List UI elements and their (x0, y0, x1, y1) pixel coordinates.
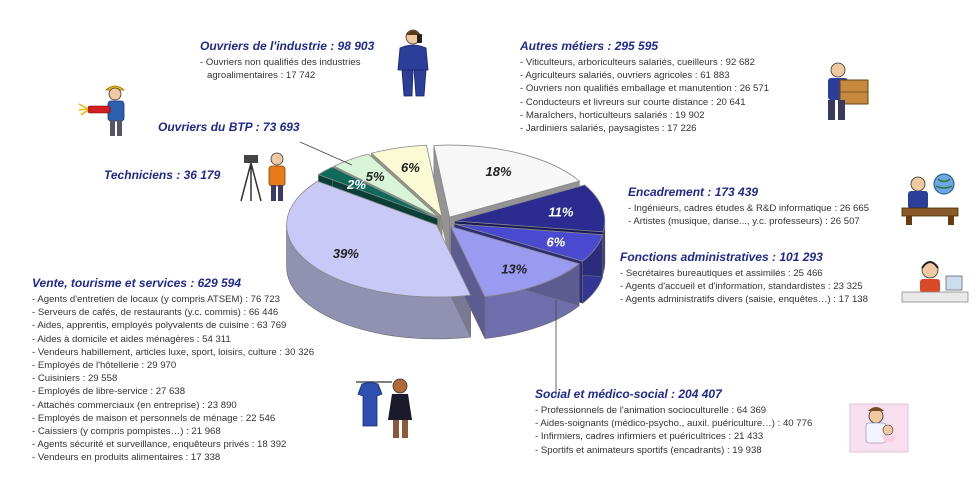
list-item: - Jardiniers salariés, paysagistes : 17 226 (520, 123, 697, 135)
legend-encadrement (628, 185, 869, 228)
nurse-with-baby-icon (848, 402, 910, 454)
slice-label-6: 5% (365, 168, 385, 184)
legend-social-title: Social et médico-social : 204 407 (535, 387, 722, 401)
legend-encadrement-items (628, 202, 869, 228)
legend-autres-title: Autres métiers : 295 595 (520, 39, 659, 53)
mover-carrying-box-icon (810, 60, 874, 122)
manager-at-desk-globe-icon (898, 170, 962, 226)
list-item: - Aides, apprentis, employés polyvalents de cuisine : 63 769 (32, 320, 287, 332)
list-item: - Cuisiniers : 29 558 (32, 373, 118, 385)
list-item: - Aides-soignants (médico-psycho., auxil. puériculture…) : 40 776 (535, 418, 813, 430)
list-item: - Ingénieurs, cadres études & R&D informatique : 26 665 (628, 203, 870, 214)
legend-admin (620, 250, 868, 307)
legend-admin-title: Fonctions administratives : 101 293 (620, 250, 823, 264)
list-item: - Agents administratifs divers (saisie, enquêtes…) : 17 138 (620, 294, 868, 306)
slice-label-4: 39% (332, 246, 359, 262)
legend-autres-items (520, 56, 769, 135)
list-item: - Ouvriers non qualifiés emballage et manutention : 26 571 (520, 83, 770, 95)
list-item: - Artistes (musique, danse..., y.c. professeurs) : 26 507 (628, 216, 860, 228)
legend-social-items (535, 404, 812, 457)
list-item: - Agents d'accueil et d'information, standardistes : 23 325 (620, 281, 863, 293)
slice-label-2: 6% (546, 234, 566, 250)
list-item: - Sportifs et animateurs sportifs (encadrants) : 19 938 (535, 444, 762, 456)
list-item: agroalimentaires : 17 742 (207, 70, 316, 82)
legend-vente-items (32, 293, 314, 465)
list-item: - Agents sécurité et surveillance, enquêteurs privés : 18 392 (32, 439, 287, 451)
slice-label-1: 11% (548, 204, 574, 220)
leader-line-0 (300, 142, 352, 165)
legend-techniciens-title: Techniciens : 36 179 (104, 168, 221, 182)
shop-assistant-clothes-icon (352, 376, 418, 440)
list-item: - Vendeurs en produits alimentaires : 17 338 (32, 452, 221, 464)
list-item: - Employés de maison et personnels de ménage : 22 546 (32, 412, 276, 424)
legend-social (535, 387, 812, 457)
construction-worker-drill-icon (76, 82, 136, 138)
legend-btp-title: Ouvriers du BTP : 73 693 (158, 120, 300, 134)
legend-vente-title: Vente, tourisme et services : 629 594 (32, 276, 242, 290)
legend-btp (158, 120, 300, 134)
list-item: - Maraîchers, horticulteurs salariés : 19 902 (520, 109, 705, 121)
list-item: - Employés de l'hôtellerie : 29 970 (32, 360, 177, 372)
slice-label-3: 13% (501, 261, 528, 277)
slice-label-5: 2% (347, 177, 366, 193)
slice-label-0: 18% (485, 163, 512, 179)
legend-industrie-items (200, 56, 374, 82)
surveyor-tripod-icon (236, 150, 296, 202)
list-item: - Agents d'entretien de locaux (y compris ATSEM) : 76 723 (32, 294, 281, 305)
list-item: - Professionnels de l'animation socioculturelle : 64 369 (535, 405, 767, 416)
legend-vente (32, 276, 314, 465)
legend-industrie-title: Ouvriers de l'industrie : 98 903 (200, 39, 375, 53)
list-item: - Ouvriers non qualifiés des industries (200, 57, 361, 68)
slice-label-7: 6% (401, 160, 420, 176)
legend-admin-items (620, 267, 868, 307)
receptionist-headset-icon (900, 258, 970, 310)
list-item: - Vendeurs habillement, articles luxe, sport, loisirs, culture : 30 326 (32, 346, 315, 358)
list-item: - Conducteurs et livreurs sur courte distance : 20 641 (520, 96, 746, 108)
list-item: - Infirmiers, cadres infirmiers et puéricultrices : 21 433 (535, 431, 764, 443)
list-item: - Agriculteurs salariés, ouvriers agricoles : 61 883 (520, 70, 730, 82)
legend-autres (520, 39, 769, 135)
list-item: - Viticulteurs, arboriculteurs salariés, cueilleurs : 92 682 (520, 57, 755, 68)
list-item: - Attachés commerciaux (en entreprise) : 23 890 (32, 399, 237, 411)
list-item: - Secrétaires bureautiques et assimilés : 25 466 (620, 268, 823, 279)
worker-overalls-phone-icon (392, 28, 438, 98)
legend-industrie (200, 39, 374, 82)
list-item: - Serveurs de cafés, de restaurants (y.c. commis) : 66 446 (32, 307, 279, 319)
legend-techniciens (104, 168, 220, 182)
list-item: - Caissiers (y compris pompistes…) : 21 968 (32, 426, 221, 438)
list-item: - Aides à domicile et aides ménagères : 54 311 (32, 333, 231, 345)
list-item: - Employés de libre-service : 27 638 (32, 386, 186, 398)
legend-encadrement-title: Encadrement : 173 439 (628, 185, 759, 199)
